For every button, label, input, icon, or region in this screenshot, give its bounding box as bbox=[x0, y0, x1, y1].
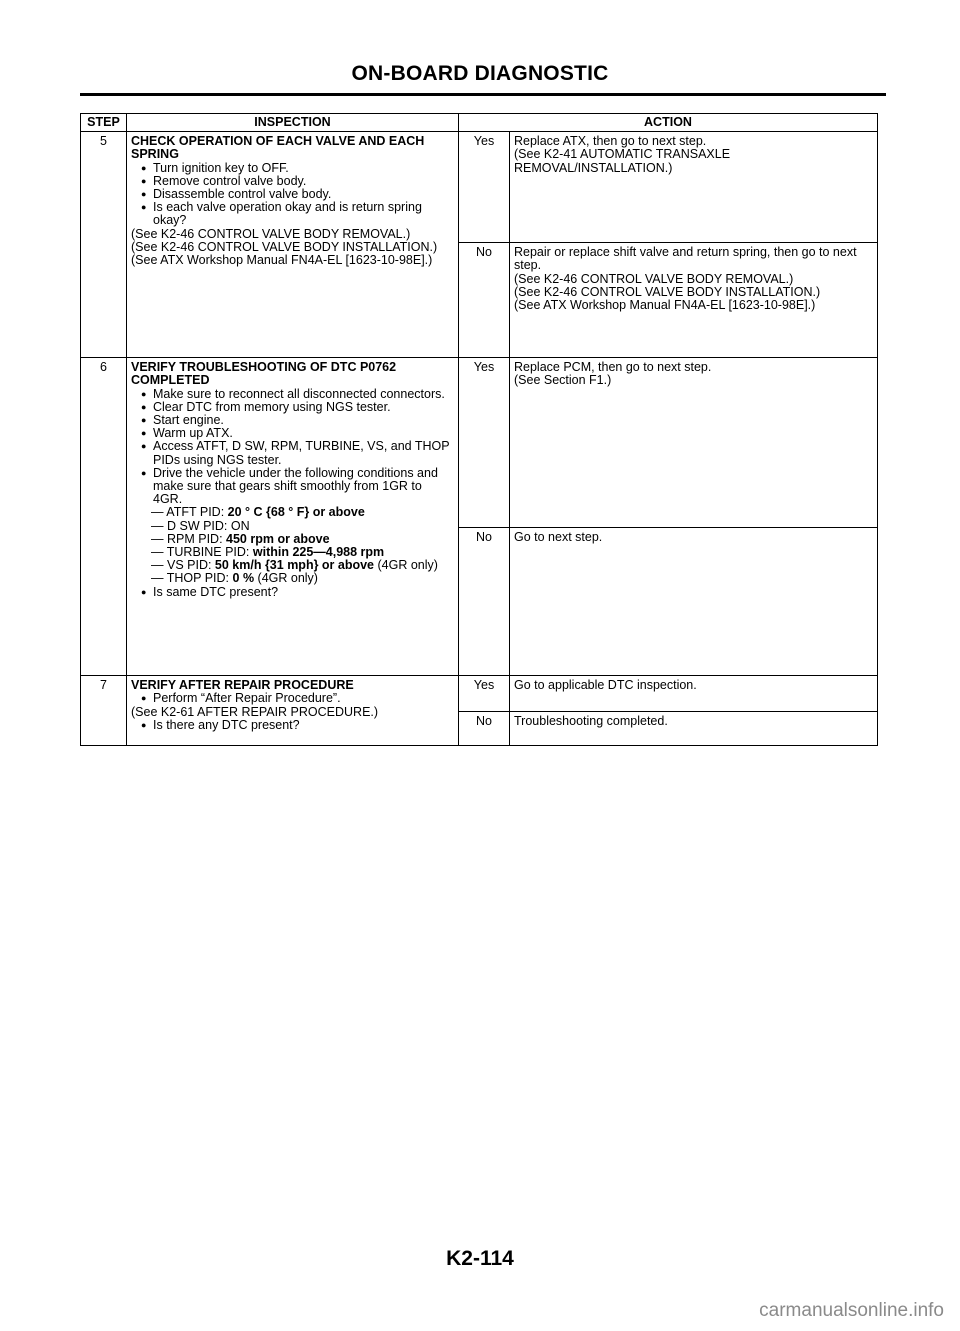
pid-condition-value: 450 rpm or above bbox=[226, 531, 330, 546]
pid-condition-label: VS PID: bbox=[166, 558, 215, 573]
step-column-header: STEP bbox=[81, 114, 127, 132]
pid-condition-label: TURBINE PID: bbox=[166, 545, 253, 560]
reference-note: (See K2-46 CONTROL VALVE BODY INSTALLATION.) bbox=[131, 239, 438, 254]
pid-condition: — THOP PID: 0 % (4GR only) bbox=[151, 571, 318, 586]
inspection-bullet: ● Access ATFT, D SW, RPM, TURBINE, VS, and THOP PIDs using NGS tester. bbox=[131, 440, 454, 466]
no-action bbox=[510, 528, 878, 676]
action-text: (See K2-41 AUTOMATIC TRANSAXLE REMOVAL/INSTALLATION.) bbox=[514, 147, 731, 175]
step-6-yes-row bbox=[81, 358, 878, 528]
reference-note: (See ATX Workshop Manual FN4A-EL [1623-10-98E].) bbox=[131, 253, 433, 268]
pid-condition-value: within 225—4,988 rpm bbox=[252, 545, 385, 560]
pid-condition-value: 0 % bbox=[232, 571, 255, 586]
no-label: No bbox=[459, 712, 510, 746]
watermark: carmanualsonline.info bbox=[759, 1300, 944, 1321]
action-text: (See ATX Workshop Manual FN4A-EL [1623-10-98E].) bbox=[514, 298, 816, 313]
yes-action: Go to applicable DTC inspection. bbox=[510, 676, 878, 712]
step-6-inspection bbox=[127, 358, 459, 676]
inspection-title: VERIFY AFTER REPAIR PROCEDURE bbox=[131, 678, 354, 693]
action-text: Go to next step. bbox=[514, 530, 603, 545]
pid-condition-suffix: (4GR only) bbox=[374, 558, 438, 573]
step-number: 6 bbox=[81, 358, 127, 676]
action-text: (See Section F1.) bbox=[514, 373, 612, 388]
title-rule bbox=[80, 93, 886, 96]
reference-note: (See K2-61 AFTER REPAIR PROCEDURE.) bbox=[131, 704, 379, 719]
pid-condition-label: RPM PID: bbox=[166, 531, 227, 546]
inspection-bullet: ● Remove control valve body. bbox=[131, 175, 454, 188]
no-action: Troubleshooting completed. bbox=[510, 712, 878, 746]
action-text: Replace PCM, then go to next step. bbox=[514, 360, 712, 375]
page-title: ON-BOARD DIAGNOSTIC bbox=[351, 62, 609, 85]
step-7-yes-row bbox=[81, 676, 878, 712]
page-number: K2-114 bbox=[446, 1247, 514, 1270]
inspection-bullet: ● Perform “After Repair Procedure”. bbox=[131, 692, 454, 705]
no-action bbox=[510, 243, 878, 358]
inspection-bullet: ● Disassemble control valve body. bbox=[131, 188, 454, 201]
yes-label: Yes bbox=[459, 358, 510, 528]
inspection-bullet: ● Turn ignition key to OFF. bbox=[131, 162, 454, 175]
inspection-bullet: ● Is each valve operation okay and is return spring okay? bbox=[131, 201, 454, 227]
reference-note: (See K2-46 CONTROL VALVE BODY REMOVAL.) bbox=[131, 226, 411, 241]
yes-label: Yes bbox=[459, 132, 510, 243]
pid-condition: — TURBINE PID: within 225—4,988 rpm bbox=[151, 545, 385, 560]
inspection-bullet: ● Drive the vehicle under the following conditions and make sure that gears shift smoothly from 1GR to 4GR. bbox=[131, 467, 454, 507]
yes-label: Yes bbox=[459, 676, 510, 712]
pid-condition-label: THOP PID: bbox=[166, 571, 233, 586]
pid-condition: — ATFT PID: 20 ° C {68 ° F} or above bbox=[151, 505, 365, 520]
inspection-bullet: ● Clear DTC from memory using NGS tester. bbox=[131, 401, 454, 414]
pid-condition-label: ATFT PID: bbox=[166, 505, 228, 520]
pid-condition-suffix: (4GR only) bbox=[254, 571, 318, 586]
inspection-title: VERIFY TROUBLESHOOTING OF DTC P0762 COMPLETED bbox=[131, 360, 397, 388]
step-5-inspection bbox=[127, 132, 459, 358]
action-text: (See K2-46 CONTROL VALVE BODY INSTALLATION.) bbox=[514, 284, 821, 299]
action-column-header: ACTION bbox=[459, 114, 878, 132]
step-5-yes-row bbox=[81, 132, 878, 243]
pid-condition: — D SW PID: ON bbox=[151, 518, 250, 533]
step-number: 5 bbox=[81, 132, 127, 358]
yes-action bbox=[510, 132, 878, 243]
step-number: 7 bbox=[81, 676, 127, 746]
no-label: No bbox=[459, 528, 510, 676]
pid-condition-value: 20 ° C {68 ° F} or above bbox=[227, 505, 365, 520]
no-label: No bbox=[459, 243, 510, 358]
table-header-row bbox=[81, 114, 878, 132]
inspection-bullet: ● Make sure to reconnect all disconnected connectors. bbox=[131, 388, 454, 401]
pid-condition-value: 50 km/h {31 mph} or above bbox=[214, 558, 375, 573]
pid-condition: — VS PID: 50 km/h {31 mph} or above (4GR only) bbox=[151, 558, 438, 573]
diagnostic-table bbox=[80, 113, 878, 746]
inspection-bullet: ● Is there any DTC present? bbox=[131, 719, 454, 732]
inspection-bullet: ● Start engine. bbox=[131, 414, 454, 427]
pid-condition: — RPM PID: 450 rpm or above bbox=[151, 531, 330, 546]
action-text: (See K2-46 CONTROL VALVE BODY REMOVAL.) bbox=[514, 271, 794, 286]
pid-condition-label: D SW PID: ON bbox=[166, 518, 250, 533]
inspection-bullet: ● Warm up ATX. bbox=[131, 427, 454, 440]
inspection-bullet: ● Is same DTC present? bbox=[131, 586, 454, 599]
inspection-title: CHECK OPERATION OF EACH VALVE AND EACH SPRING bbox=[131, 134, 425, 162]
step-7-inspection bbox=[127, 676, 459, 746]
inspection-column-header: INSPECTION bbox=[127, 114, 459, 132]
action-text: Repair or replace shift valve and return spring, then go to next step. bbox=[514, 245, 857, 273]
yes-action bbox=[510, 358, 878, 528]
action-text: Replace ATX, then go to next step. bbox=[514, 134, 707, 149]
